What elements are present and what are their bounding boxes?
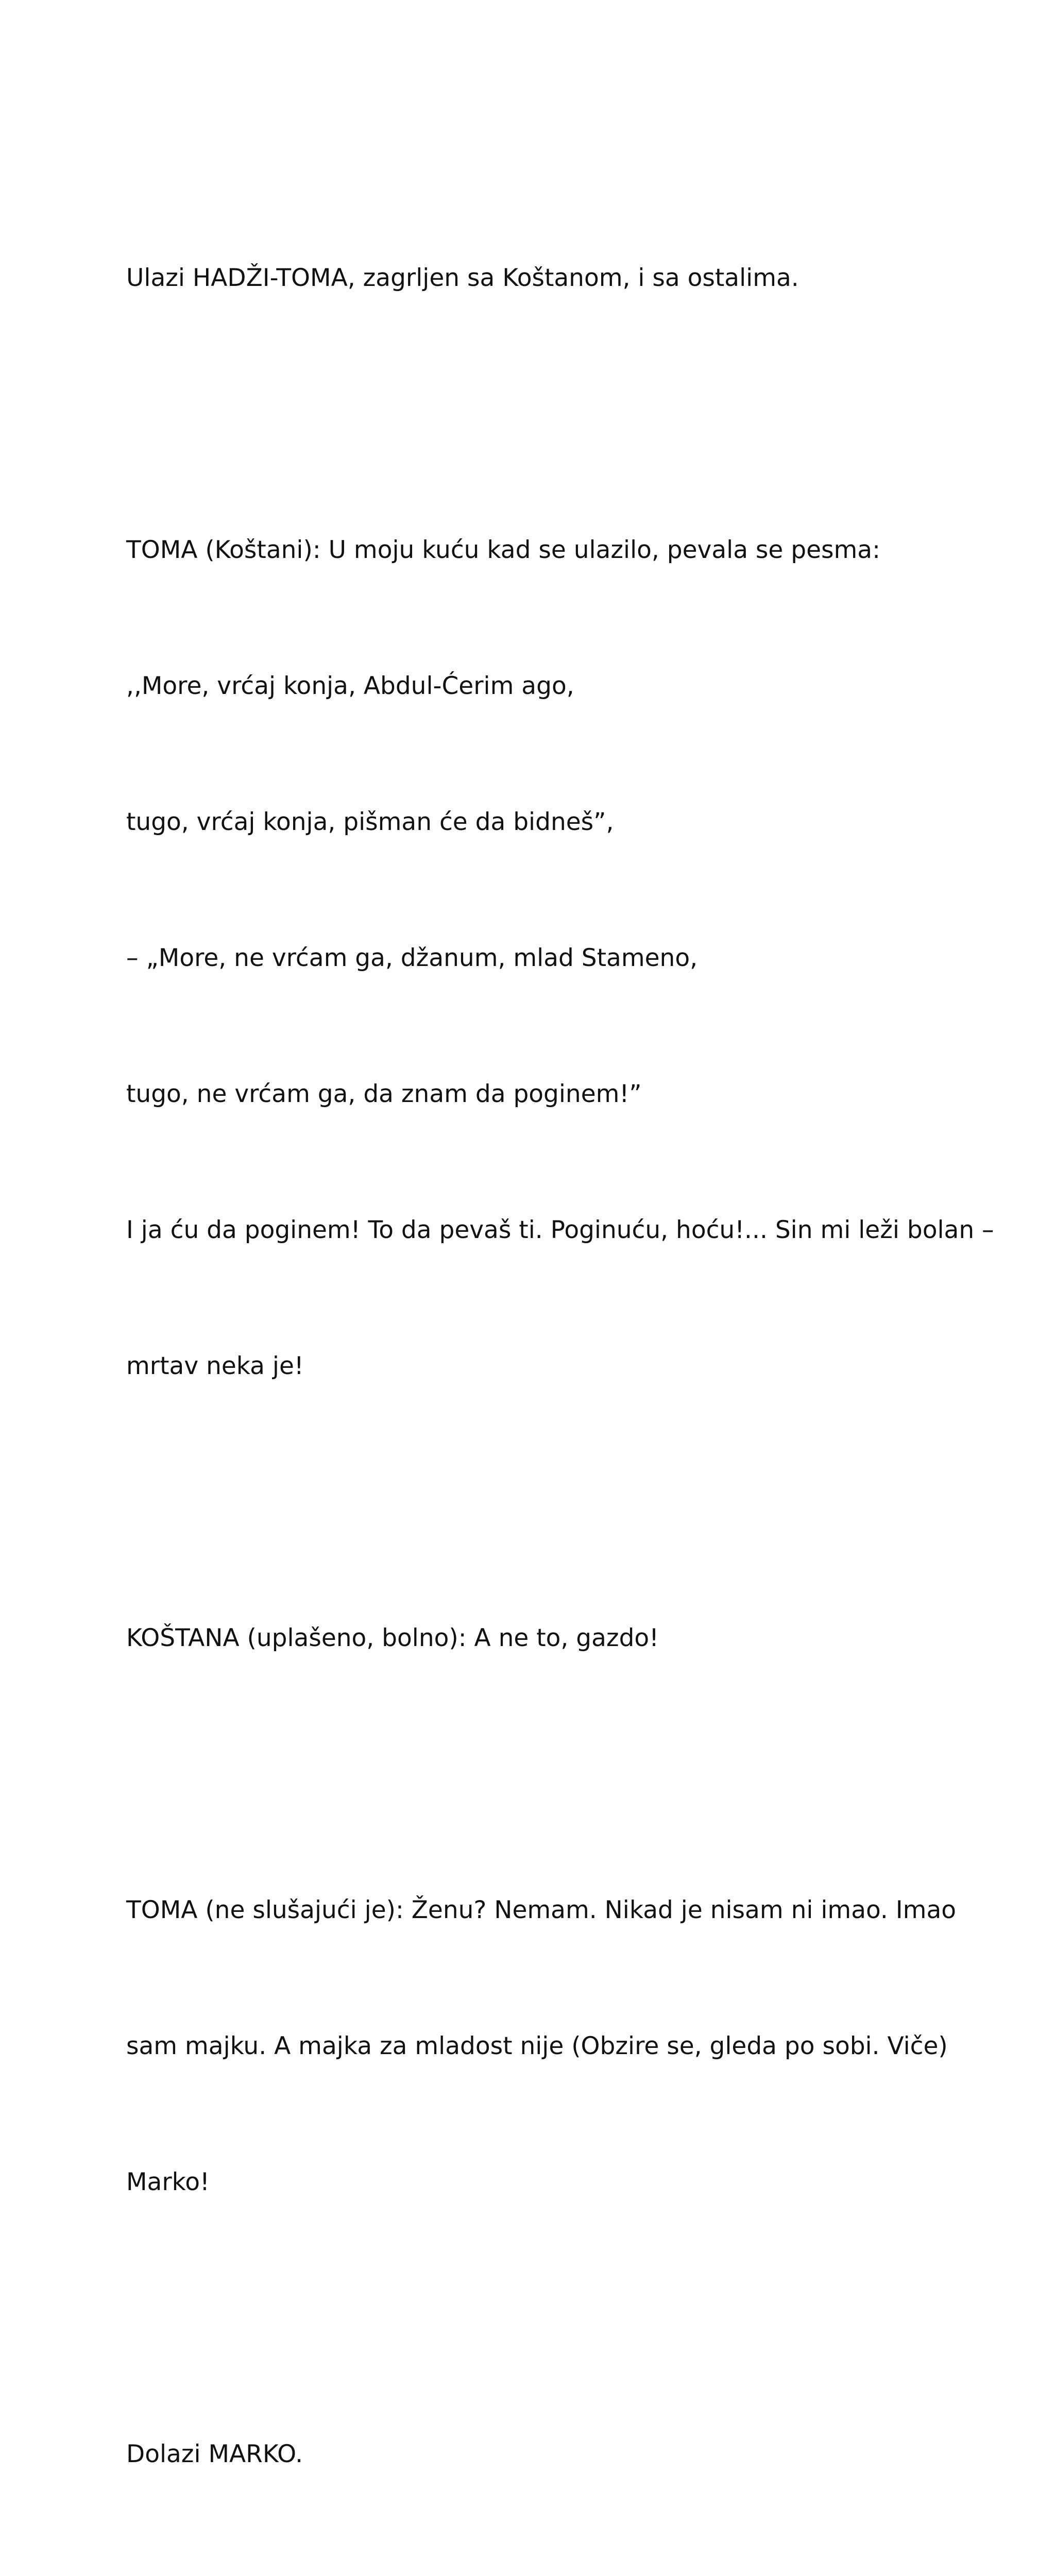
stage-direction-entrance bbox=[126, 165, 961, 392]
text-line: sam majku. A majka za mladost nije (Obzire se, gleda po sobi. Viče) bbox=[126, 2032, 948, 2060]
text-line: Dolazi MARKO. bbox=[126, 2440, 303, 2468]
document-body bbox=[126, 165, 994, 2576]
text-line: mrtav neka je! bbox=[126, 1352, 304, 1380]
text-line: TOMA (Koštani): U moju kuću kad se ulazilo, pevala se pesma: bbox=[126, 536, 880, 564]
text-line: Marko! bbox=[126, 2168, 210, 2196]
dialogue-kostana bbox=[126, 1525, 961, 1752]
text-line: tugo, ne vrćam ga, da znam da poginem!” bbox=[126, 1080, 642, 1108]
dialogue-toma-song bbox=[126, 437, 994, 1480]
text-line: TOMA (ne slušajući je): Ženu? Nemam. Nikad je nisam ni imao. Imao bbox=[126, 1896, 957, 1924]
stage-direction-marko bbox=[126, 2341, 961, 2568]
text-line: tugo, vrćaj konja, pišman će da bidneš”, bbox=[126, 808, 614, 836]
text-line: I ja ću da poginem! To da pevaš ti. Poginuću, hoću!... Sin mi leži bolan – bbox=[126, 1216, 994, 1244]
text-line: KOŠTANA (uplašeno, bolno): A ne to, gazdo! bbox=[126, 1624, 659, 1652]
dialogue-toma-wife bbox=[126, 1797, 961, 2296]
text-line: ,,More, vrćaj konja, Abdul-Ćerim ago, bbox=[126, 672, 574, 700]
text-line: – „More, ne vrćam ga, džanum, mlad Stameno, bbox=[126, 944, 698, 972]
text-line: Ulazi HADŽI-TOMA, zagrljen sa Koštanom, i sa ostalima. bbox=[126, 264, 799, 292]
